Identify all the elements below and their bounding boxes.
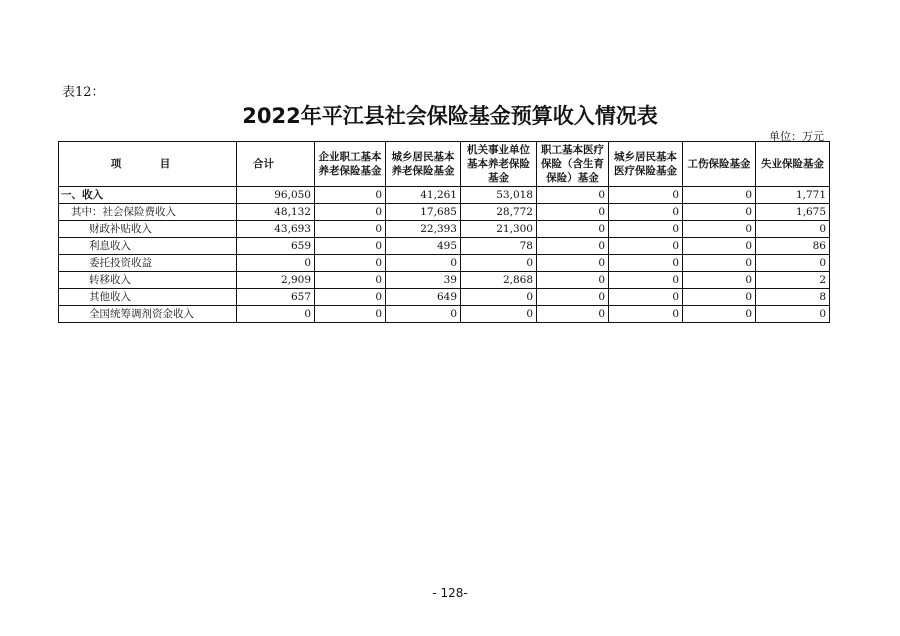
row-value: 0 (683, 272, 756, 289)
row-value: 86 (756, 238, 830, 255)
row-label: 利息收入 (59, 238, 237, 255)
row-value: 0 (756, 221, 830, 238)
row-value: 48,132 (237, 204, 315, 221)
row-value: 0 (683, 255, 756, 272)
row-label: 其他收入 (59, 289, 237, 306)
document-title: 2022年平江县社会保险基金预算收入情况表 (242, 104, 658, 128)
budget-table (58, 141, 830, 323)
table-row (59, 306, 830, 323)
row-value: 2 (756, 272, 830, 289)
row-value: 0 (537, 289, 609, 306)
row-value: 0 (683, 187, 756, 204)
row-value: 0 (315, 238, 386, 255)
row-value: 0 (315, 306, 386, 323)
row-value: 0 (315, 272, 386, 289)
row-value: 21,300 (461, 221, 537, 238)
row-value: 0 (683, 306, 756, 323)
row-value: 78 (461, 238, 537, 255)
table-row (59, 255, 830, 272)
row-value: 0 (315, 221, 386, 238)
row-label: 全国统筹调剂资金收入 (59, 306, 237, 323)
row-value: 0 (609, 255, 683, 272)
page-number: - 128- (432, 586, 468, 600)
row-value: 0 (537, 238, 609, 255)
row-value: 0 (315, 204, 386, 221)
row-value: 0 (461, 306, 537, 323)
row-value: 0 (683, 289, 756, 306)
header-enterprise-pension: 企业职工基本养老保险基金 (315, 142, 386, 187)
row-value: 0 (237, 255, 315, 272)
row-value: 2,909 (237, 272, 315, 289)
table-number: 表12： (62, 85, 105, 100)
row-value: 495 (386, 238, 461, 255)
row-value: 96,050 (237, 187, 315, 204)
row-label: 转移收入 (59, 272, 237, 289)
unit-label: 单位：万元 (769, 130, 824, 143)
row-value: 0 (683, 238, 756, 255)
row-value: 53,018 (461, 187, 537, 204)
table-row (59, 204, 830, 221)
header-work-injury: 工伤保险基金 (683, 142, 756, 187)
row-value: 0 (386, 255, 461, 272)
row-value: 0 (461, 255, 537, 272)
row-label: 一、收入 (59, 187, 237, 204)
row-value: 0 (386, 306, 461, 323)
row-value: 0 (609, 221, 683, 238)
header-unemployment: 失业保险基金 (756, 142, 830, 187)
row-value: 0 (537, 255, 609, 272)
row-value: 1,771 (756, 187, 830, 204)
row-value: 0 (683, 221, 756, 238)
row-label: 其中：社会保险费收入 (59, 204, 237, 221)
row-value: 0 (537, 221, 609, 238)
header-row (59, 142, 830, 187)
table-row (59, 187, 830, 204)
row-value: 0 (756, 255, 830, 272)
row-value: 17,685 (386, 204, 461, 221)
row-value: 649 (386, 289, 461, 306)
header-total: 合计 (237, 142, 315, 187)
row-label: 财政补贴收入 (59, 221, 237, 238)
row-value: 0 (609, 204, 683, 221)
row-value: 22,393 (386, 221, 461, 238)
row-value: 2,868 (461, 272, 537, 289)
row-value: 39 (386, 272, 461, 289)
header-resident-medical: 城乡居民基本医疗保险基金 (609, 142, 683, 187)
table-body (59, 187, 830, 323)
row-value: 1,675 (756, 204, 830, 221)
header-resident-pension: 城乡居民基本养老保险基金 (386, 142, 461, 187)
row-value: 41,261 (386, 187, 461, 204)
row-value: 0 (756, 306, 830, 323)
table-row (59, 272, 830, 289)
row-value: 0 (537, 187, 609, 204)
header-item: 项 目 (59, 142, 237, 187)
header-employee-medical: 职工基本医疗保险（含生育保险）基金 (537, 142, 609, 187)
row-value: 0 (609, 272, 683, 289)
row-value: 659 (237, 238, 315, 255)
row-value: 0 (537, 306, 609, 323)
row-value: 0 (315, 187, 386, 204)
row-value: 0 (461, 289, 537, 306)
row-value: 0 (315, 255, 386, 272)
row-value: 0 (609, 306, 683, 323)
row-value: 8 (756, 289, 830, 306)
table-row (59, 221, 830, 238)
row-value: 657 (237, 289, 315, 306)
row-value: 0 (537, 204, 609, 221)
row-label: 委托投资收益 (59, 255, 237, 272)
row-value: 0 (609, 187, 683, 204)
row-value: 0 (315, 289, 386, 306)
row-value: 28,772 (461, 204, 537, 221)
header-public-institution-pension: 机关事业单位基本养老保险基金 (461, 142, 537, 187)
table-row (59, 289, 830, 306)
row-value: 0 (537, 272, 609, 289)
row-value: 0 (683, 204, 756, 221)
row-value: 0 (609, 289, 683, 306)
row-value: 43,693 (237, 221, 315, 238)
row-value: 0 (609, 238, 683, 255)
table-row (59, 238, 830, 255)
row-value: 0 (237, 306, 315, 323)
